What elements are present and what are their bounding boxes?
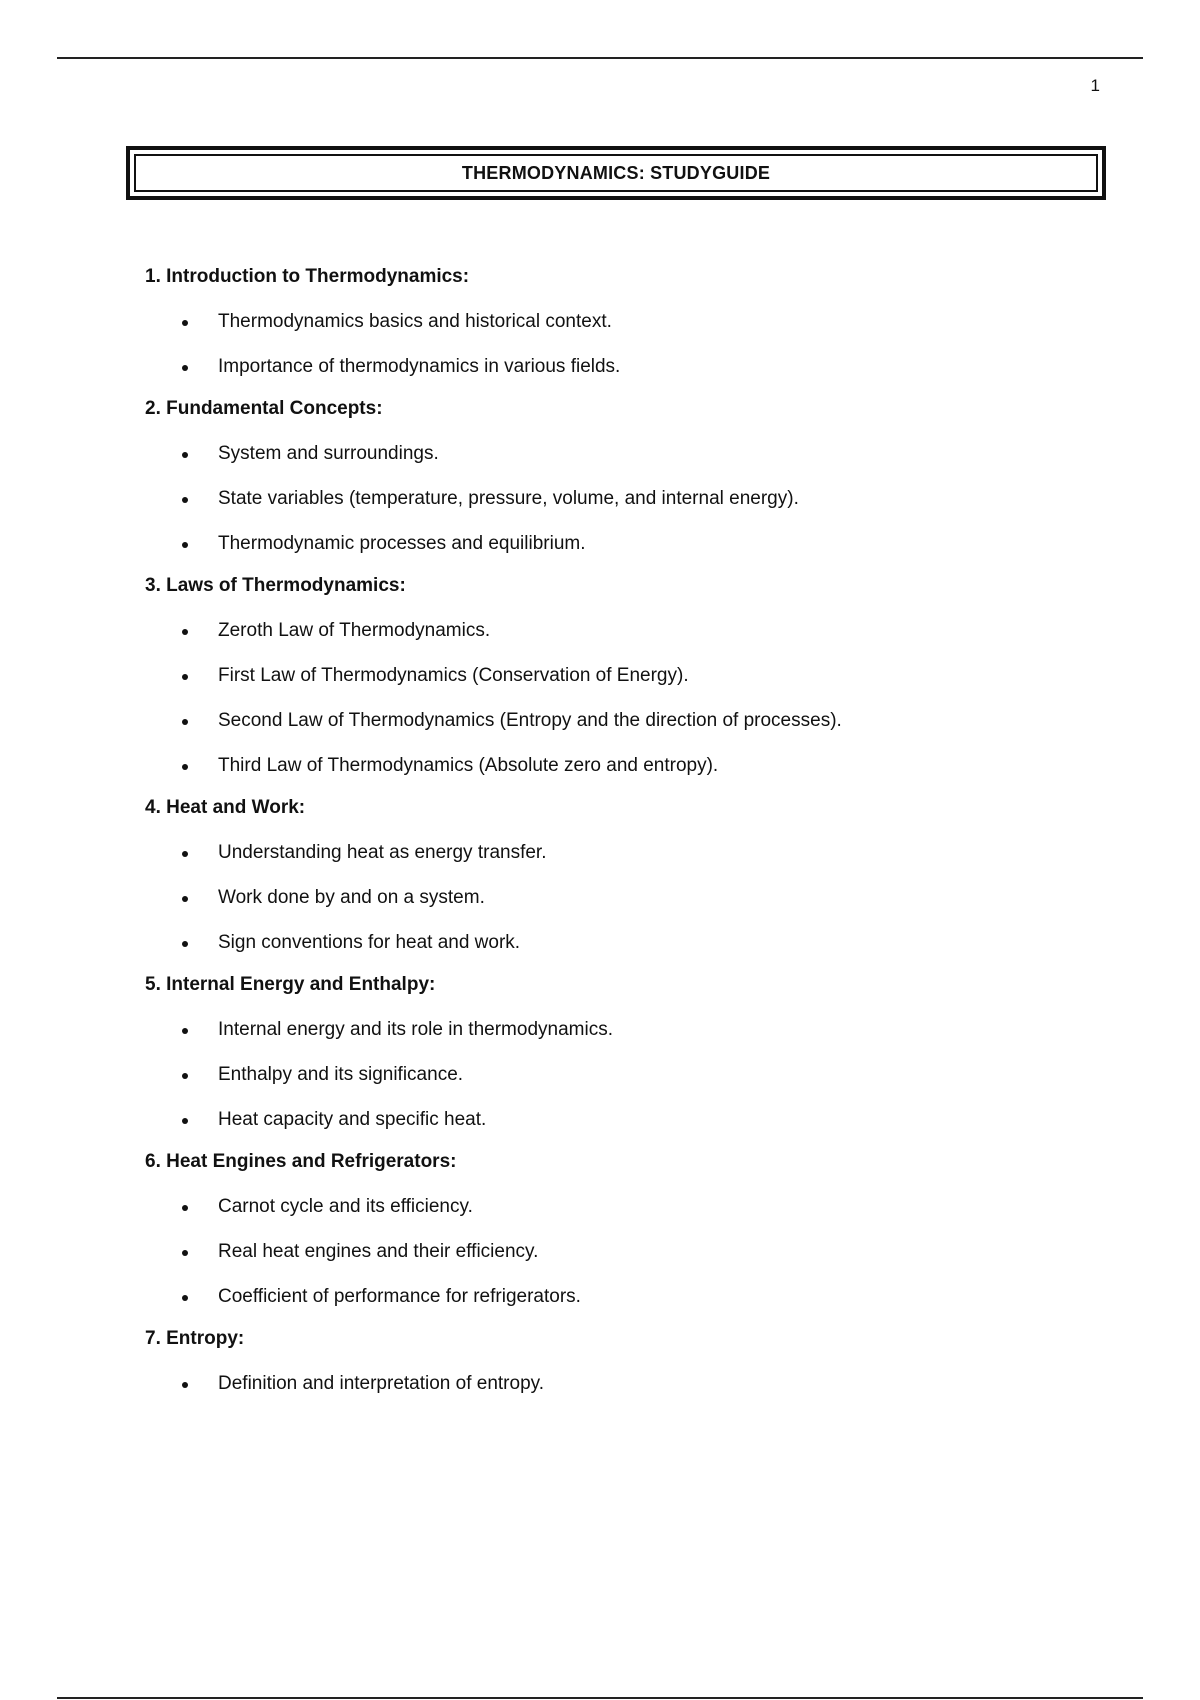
section-introduction <box>145 264 1095 380</box>
list-item <box>145 1017 1095 1043</box>
list-item-text: First Law of Thermodynamics (Conservation of Energy). <box>218 665 689 686</box>
bullet-list <box>145 1017 1095 1133</box>
list-item <box>145 663 1095 689</box>
bullet-list <box>145 840 1095 956</box>
section-laws <box>145 573 1095 779</box>
bullet-icon <box>182 719 188 725</box>
list-item-text: Enthalpy and its significance. <box>218 1064 464 1085</box>
page-number: 1 <box>1090 76 1100 95</box>
section-heading: 4. Heat and Work: <box>145 797 306 818</box>
list-item-text: Sign conventions for heat and work. <box>218 932 521 953</box>
bullet-list <box>145 309 1095 380</box>
section-heading: 3. Laws of Thermodynamics: <box>145 575 406 596</box>
section-fundamental-concepts <box>145 396 1095 557</box>
list-item <box>145 1284 1095 1310</box>
bullet-icon <box>182 896 188 902</box>
section-entropy <box>145 1326 1095 1397</box>
list-item-text: Internal energy and its role in thermodynamics. <box>218 1019 613 1040</box>
bullet-list <box>145 1194 1095 1310</box>
bullet-icon <box>182 1118 188 1124</box>
section-heading: 1. Introduction to Thermodynamics: <box>145 266 470 287</box>
section-internal-energy <box>145 972 1095 1133</box>
list-item <box>145 1371 1095 1397</box>
bullet-icon <box>182 1295 188 1301</box>
list-item <box>145 1107 1095 1133</box>
bullet-icon <box>182 365 188 371</box>
list-item <box>145 708 1095 734</box>
section-heading: 2. Fundamental Concepts: <box>145 398 383 419</box>
section-heading: 6. Heat Engines and Refrigerators: <box>145 1151 457 1172</box>
list-item <box>145 309 1095 335</box>
list-item-text: Understanding heat as energy transfer. <box>218 842 547 863</box>
list-item <box>145 885 1095 911</box>
list-item-text: Importance of thermodynamics in various fields. <box>218 356 621 377</box>
bullet-icon <box>182 320 188 326</box>
list-item <box>145 618 1095 644</box>
list-item <box>145 1194 1095 1220</box>
list-item-text: Second Law of Thermodynamics (Entropy and the direction of processes). <box>218 710 842 731</box>
bullet-list <box>145 441 1095 557</box>
bullet-icon <box>182 1205 188 1211</box>
list-item-text: Third Law of Thermodynamics (Absolute zero and entropy). <box>218 755 719 776</box>
bullet-icon <box>182 1028 188 1034</box>
bullet-icon <box>182 851 188 857</box>
list-item-text: Real heat engines and their efficiency. <box>218 1241 539 1262</box>
title-box-inner <box>134 154 1098 192</box>
bullet-icon <box>182 452 188 458</box>
list-item-text: Coefficient of performance for refrigerators. <box>218 1286 581 1307</box>
list-item-text: Work done by and on a system. <box>218 887 485 908</box>
bullet-list <box>145 618 1095 779</box>
section-heat-and-work <box>145 795 1095 956</box>
document-title: THERMODYNAMICS: STUDYGUIDE <box>461 162 771 183</box>
list-item-text: Thermodynamic processes and equilibrium. <box>218 533 586 554</box>
bullet-icon <box>182 497 188 503</box>
list-item <box>145 354 1095 380</box>
list-item <box>145 486 1095 512</box>
header-rule <box>57 57 1143 59</box>
list-item <box>145 840 1095 866</box>
bullet-icon <box>182 1382 188 1388</box>
list-item-text: State variables (temperature, pressure, volume, and internal energy). <box>218 488 799 509</box>
list-item <box>145 930 1095 956</box>
list-item <box>145 441 1095 467</box>
study-guide-content <box>145 264 1095 1413</box>
list-item <box>145 1062 1095 1088</box>
footer-rule <box>57 1697 1143 1699</box>
bullet-icon <box>182 629 188 635</box>
list-item-text: Heat capacity and specific heat. <box>218 1109 487 1130</box>
bullet-icon <box>182 542 188 548</box>
list-item <box>145 1239 1095 1265</box>
bullet-icon <box>182 1073 188 1079</box>
list-item-text: Carnot cycle and its efficiency. <box>218 1196 473 1217</box>
list-item-text: Thermodynamics basics and historical context. <box>218 311 612 332</box>
list-item <box>145 531 1095 557</box>
list-item <box>145 753 1095 779</box>
bullet-list <box>145 1371 1095 1397</box>
title-box <box>126 146 1106 200</box>
list-item-text: Definition and interpretation of entropy. <box>218 1373 545 1394</box>
bullet-icon <box>182 674 188 680</box>
section-heading: 7. Entropy: <box>145 1328 245 1349</box>
bullet-icon <box>182 764 188 770</box>
section-heat-engines <box>145 1149 1095 1310</box>
bullet-icon <box>182 941 188 947</box>
list-item-text: Zeroth Law of Thermodynamics. <box>218 620 491 641</box>
section-heading: 5. Internal Energy and Enthalpy: <box>145 974 436 995</box>
list-item-text: System and surroundings. <box>218 443 439 464</box>
bullet-icon <box>182 1250 188 1256</box>
